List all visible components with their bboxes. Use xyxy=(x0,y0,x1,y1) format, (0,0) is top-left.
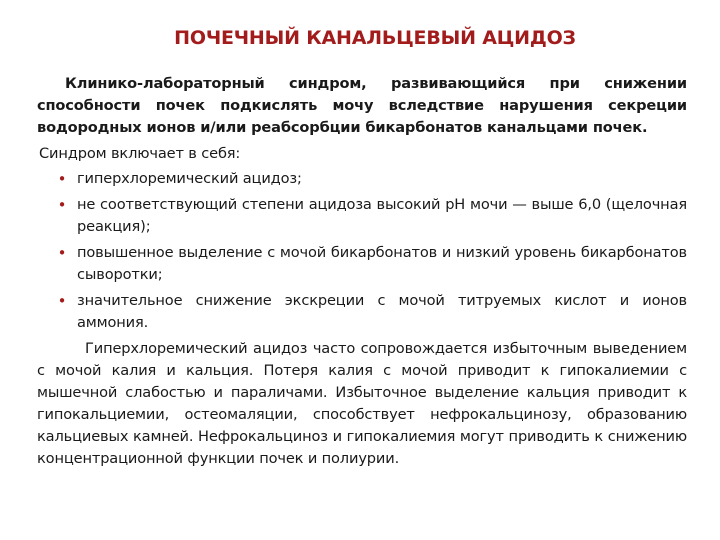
list-item xyxy=(37,242,687,286)
bullet-icon: • xyxy=(57,170,67,188)
list-item xyxy=(37,194,687,238)
definition-paragraph: Клинико-лабораторный синдром, развивающийся при снижении способности почек подкислять мочу вследствие нарушения секреции водородных ионов и/или реабсорбции бикарбонатов канальцами почек. xyxy=(37,75,687,136)
bullet-text: значительное снижение экскреции с мочой титруемых кислот и ионов аммония. xyxy=(77,292,687,331)
bullet-text: не соответствующий степени ацидоза высокий pH мочи — выше 6,0 (щелочная реакция); xyxy=(77,196,687,235)
list-item xyxy=(37,290,687,334)
slide-title: ПОЧЕЧНЫЙ КАНАЛЬЦЕВЫЙ АЦИДОЗ xyxy=(174,27,576,49)
includes-label: Синдром включает в себя: xyxy=(39,145,241,162)
bullet-text: гиперхлоремический ацидоз; xyxy=(77,170,302,187)
bullet-list xyxy=(37,168,687,334)
bullet-icon: • xyxy=(57,196,67,214)
list-item xyxy=(37,168,687,190)
bullet-text: повышенное выделение с мочой бикарбонатов и низкий уровень бикарбонатов сыворотки; xyxy=(77,244,687,283)
bullet-icon: • xyxy=(57,244,67,262)
slide-content xyxy=(37,73,687,470)
bullet-icon: • xyxy=(57,292,67,310)
body-paragraph: Гиперхлоремический ацидоз часто сопровождается избыточным выведением с мочой калия и кальция. Потеря калия с мочой приводит к гипокалиемии с мышечной слабостью и параличами. Избыточное выделение кальция приводит к гипокальциемии, остеомаляции, способствует нефрокальцинозу, образованию кальциевых камней. Нефрокальциноз и гипокалиемия могут приводить к снижению концентрационной функции почек и полиурии. xyxy=(37,340,687,467)
